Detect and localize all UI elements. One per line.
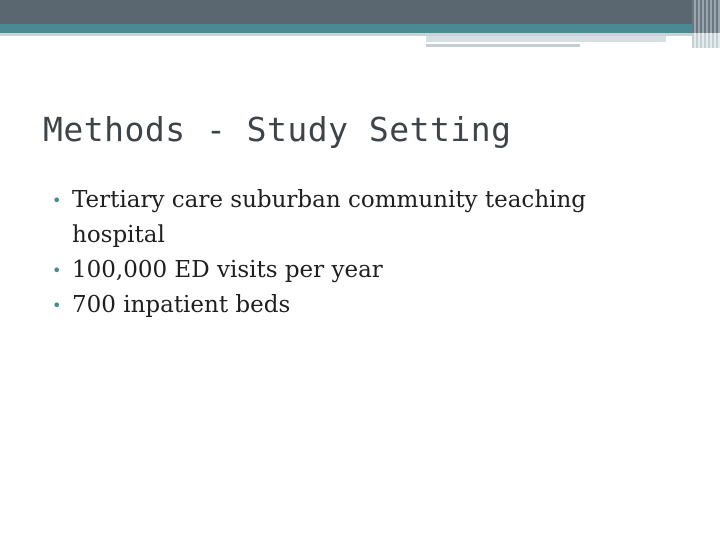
bullet-icon: • [52,191,62,210]
header-accent-bar-thin [426,44,580,47]
bullet-text: 100,000 ED visits per year [72,257,383,283]
header-accent-bar [426,36,666,42]
header-band [0,0,720,24]
bullet-text: 700 inpatient beds [72,292,291,318]
bullet-icon: • [52,296,62,315]
bullet-item [52,183,672,253]
bullet-text: Tertiary care suburban community teaching hospital [72,187,587,248]
bullet-icon: • [52,261,62,280]
decorative-stripes-fade [692,33,720,48]
slide-title: Methods - Study Setting [43,110,512,149]
bullet-list [52,183,672,323]
header-accent-band [0,24,720,33]
bullet-item [52,253,672,288]
bullet-item [52,288,672,323]
